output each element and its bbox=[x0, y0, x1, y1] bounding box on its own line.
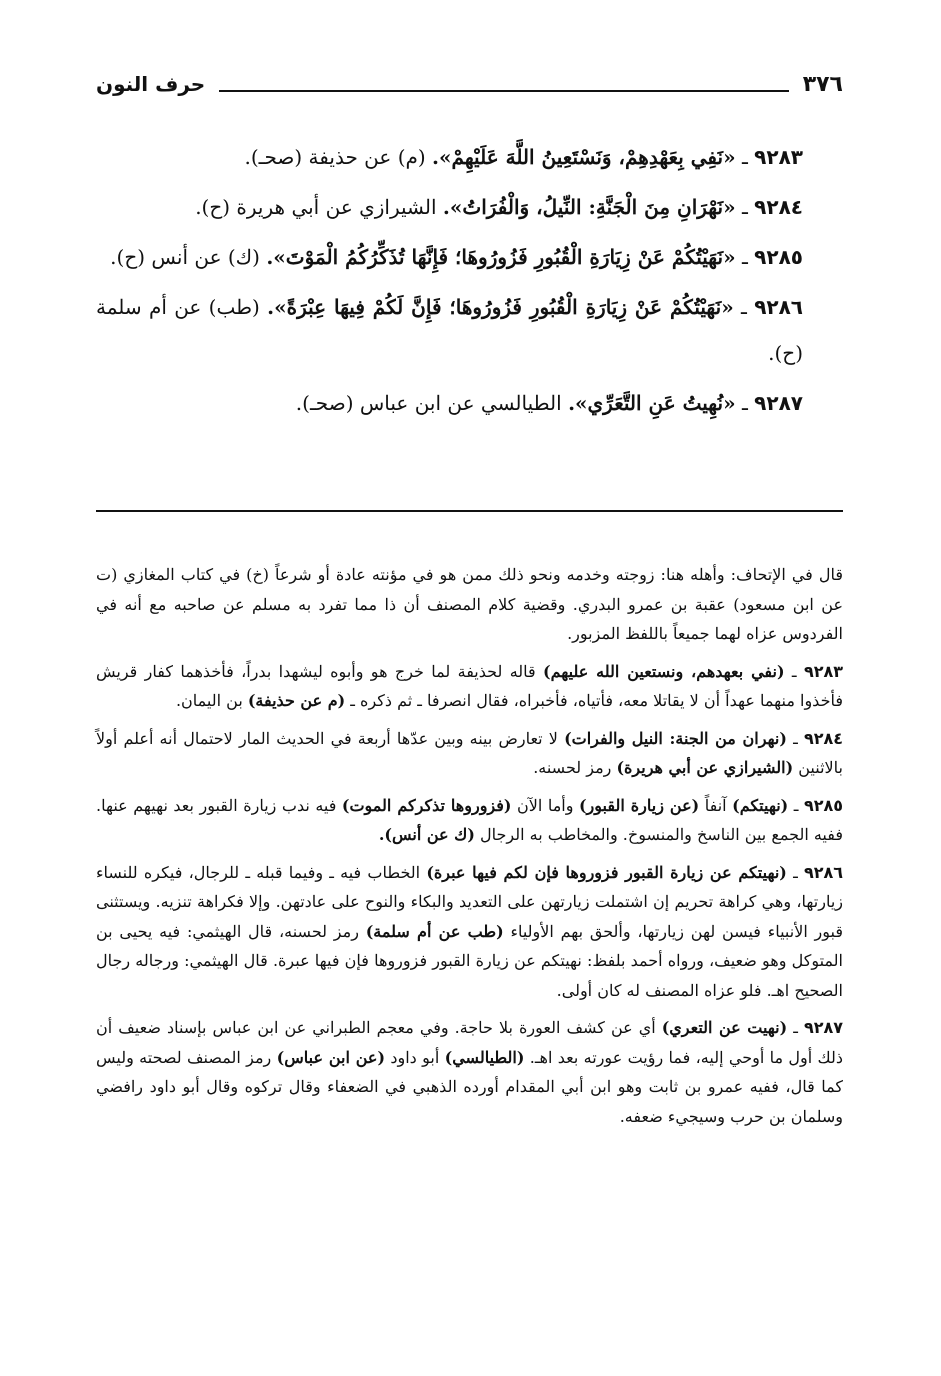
hadith-entry: ٩٢٨٣ ـ «نَفِي بِعَهْدِهِمْ، وَنَسْتَعِينُ اللَّهَ عَلَيْهِمْ». (م) عن حذيفة (صحـ). bbox=[244, 145, 803, 169]
note-text: بن اليمان. bbox=[175, 691, 243, 710]
note-text: أي عن كشف العورة بلا حاجة. وفي معجم الطبراني عن ابن عباس بإسناد ضعيف أن ذلك أول ما أوحي إليه، فما رؤيت عورته بعد اهـ. bbox=[96, 1018, 844, 1067]
note-text: آنفاً bbox=[704, 795, 727, 815]
note-source: (م عن حذيفة) bbox=[247, 691, 346, 710]
chapter-title: حرف النون bbox=[96, 72, 206, 96]
hadith-text: «نَفِي بِعَهْدِهِمْ، وَنَسْتَعِينُ اللَّهَ عَلَيْهِمْ». bbox=[432, 145, 736, 169]
hadith-text: «نَهْرَانِ مِنَ الْجَنَّةِ: النِّيلُ، وَالْفُرَاتُ». bbox=[442, 195, 736, 219]
note-number: ٩٢٨٦ bbox=[803, 862, 844, 882]
note-text: قاله لحذيفة لما خرج هو وأبوه ليشهدا بدراً، فأخذهما كفار قريش فأخذوا منهما عهداً أن لا يقاتلا معه، فأتياه، فأخبراه، فقال انصرفا ـ ثم ذكره ـ bbox=[96, 661, 843, 710]
hadith-source: (ك) عن أنس (ح). bbox=[110, 245, 260, 269]
hadith-number: ٩٢٨٦ bbox=[754, 295, 804, 319]
note-source: (عن ابن عباس) bbox=[276, 1047, 386, 1067]
hadith-source: (م) عن حذيفة (صحـ). bbox=[244, 145, 426, 169]
note-number: ٩٢٨٥ bbox=[803, 795, 844, 815]
note-number: ٩٢٨٤ bbox=[803, 728, 844, 748]
hadith-text: «نَهَيْتُكُمْ عَنْ زِيَارَةِ الْقُبُورِ فَزُورُوهَا؛ فَإِنَّهَا تُذَكِّرُكُمُ الْمَوْتَ». bbox=[266, 245, 736, 269]
note-text: فيه ندب زيارة القبور بعد نهيهم عنها. ففيه الجمع بين الناسخ والمنسوخ. والمخاطب به الرجال bbox=[96, 795, 843, 844]
note-lemma: (نهران من الجنة: النيل والفرات) bbox=[564, 728, 787, 748]
note-source: (الطيالسي) bbox=[444, 1047, 525, 1067]
note-lemma: (نهيتكم) bbox=[732, 795, 789, 815]
hadith-source: (طب) عن أم سلمة (ح). bbox=[96, 295, 803, 365]
note-source: (ك عن أنس). bbox=[378, 825, 475, 844]
note-text: وأما الآن bbox=[516, 795, 574, 815]
commentary-notes bbox=[96, 560, 843, 1139]
note-intro: قال في الإتحاف: وأهله هنا: زوجته وخدمه ونحو ذلك ممن هو في مؤنته عادة أو شرعاً (خ) في كتاب المغازي (ت عن ابن مسعود) عقبة بن عمرو البدري. وقضية كلام المصنف أن ذا مما تفرد به مسلم عن صاحبه مع أنه في الفردوس عزاه لهما جميعاً باللفظ المزبور. bbox=[96, 565, 843, 643]
hadith-source: الشيرازي عن أبي هريرة (ح). bbox=[195, 195, 437, 219]
note-lemma: (فزوروها تذكركم الموت) bbox=[341, 795, 512, 815]
note-source: (طب عن أم سلمة) bbox=[365, 921, 504, 941]
hadith-number: ٩٢٨٣ bbox=[754, 145, 803, 169]
note-text: رمز لحسنه، قال الهيثمي: فيه يحيى بن المتوكل وهو ضعيف، ورواه أحمد بلفظ: نهيتكم عن زيارة القبور فزوروها فإن فيها عبرة. قال الهيثمي: ورجاله رجال الصحيح اهـ. فلو عزاه المصنف له كان أولى. bbox=[96, 921, 843, 1000]
running-header bbox=[96, 64, 843, 104]
note-text: رمز المصنف لصحته وليس كما قال، ففيه عمرو بن ثابت وهو ابن أبي المقدام أورده الذهبي في الضعفاء وقال تركوه وقال أبو داود رافضي وسلمان بن حرب وسيجيء ضعفه. bbox=[96, 1047, 844, 1126]
note-lemma: (عن زيارة القبور) bbox=[578, 795, 700, 815]
hadith-entry: ٩٢٨٥ ـ «نَهَيْتُكُمْ عَنْ زِيَارَةِ الْقُبُورِ فَزُورُوهَا؛ فَإِنَّهَا تُذَكِّرُكُمُ الْمَوْتَ». (ك) عن أنس (ح). bbox=[110, 245, 803, 269]
note-lemma: (نهيت عن التعري) bbox=[661, 1018, 788, 1037]
note-text: الخطاب فيه ـ وفيما قبله ـ للرجال، فيكره للنساء زيارتها، وهي كراهة تحريم إن اشتملت زيارتهن على التعديد والبكاء والنوح على عادتهن. وإلا فكراهة تنزيه. ويستثنى قبور الأنبياء فيسن لهن زيارتها، وألحق بهم الأولياء bbox=[96, 862, 844, 941]
page-number: ٣٧٦ bbox=[802, 71, 843, 97]
hadith-entry: ٩٢٨٤ ـ «نَهْرَانِ مِنَ الْجَنَّةِ: النِّيلُ، وَالْفُرَاتُ». الشيرازي عن أبي هريرة (ح). bbox=[195, 195, 803, 219]
hadith-source: الطيالسي عن ابن عباس (صحـ). bbox=[295, 391, 562, 415]
hadith-number: ٩٢٨٤ bbox=[754, 195, 803, 219]
note-9285: ٩٢٨٥ ـ (نهيتكم) آنفاً (عن زيارة القبور) وأما الآن (فزوروها تذكركم الموت) فيه ندب زيارة القبور بعد نهيهم عنها. ففيه الجمع بين الناسخ والمنسوخ. والمخاطب به الرجال (ك عن أنس). bbox=[96, 795, 844, 844]
note-source: (الشيرازي عن أبي هريرة) bbox=[616, 758, 794, 777]
hadith-entry: ٩٢٨٦ ـ «نَهَيْتُكُمْ عَنْ زِيَارَةِ الْقُبُورِ فَزُورُوهَا؛ فَإِنَّ لَكُمْ فِيهَا عِبْرَةً». (طب) عن أم سلمة (ح). bbox=[96, 295, 804, 365]
note-9283: ٩٢٨٣ ـ (نفي بعهدهم، ونستعين الله عليهم) قاله لحذيفة لما خرج هو وأبوه ليشهدا بدراً، فأخذهما كفار قريش فأخذوا منهما عهداً أن لا يقاتلا معه، فأتياه، فأخبراه، فقال انصرفا ـ ثم ذكره ـ (م عن حذيفة) بن اليمان. bbox=[96, 661, 843, 710]
note-text: أبو داود bbox=[390, 1047, 440, 1067]
hadith-list bbox=[96, 134, 843, 430]
note-9287: ٩٢٨٧ ـ (نهيت عن التعري) أي عن كشف العورة بلا حاجة. وفي معجم الطبراني عن ابن عباس بإسناد ضعيف أن ذلك أول ما أوحي إليه، فما رؤيت عورته بعد اهـ. (الطيالسي) أبو داود (عن ابن عباس) رمز المصنف لصحته وليس كما قال، ففيه عمرو بن ثابت وهو ابن أبي المقدام أورده الذهبي في الضعفاء وقال تركوه وقال أبو داود رافضي وسلمان بن حرب وسيجيء ضعفه. bbox=[96, 1018, 844, 1126]
hadith-text: «نَهَيْتُكُمْ عَنْ زِيَارَةِ الْقُبُورِ فَزُورُوهَا؛ فَإِنَّ لَكُمْ فِيهَا عِبْرَةً». bbox=[267, 295, 734, 319]
note-number: ٩٢٨٧ bbox=[803, 1018, 843, 1037]
hadith-text: «نُهِيتُ عَنِ التَّعَرِّي». bbox=[568, 391, 736, 415]
header-rule bbox=[219, 90, 789, 92]
hadith-number: ٩٢٨٥ bbox=[754, 245, 803, 269]
note-9286: ٩٢٨٦ ـ (نهيتكم عن زيارة القبور فزوروها فإن لكم فيها عبرة) الخطاب فيه ـ وفيما قبله ـ للرجال، فيكره للنساء زيارتها، وهي كراهة تحريم إن اشتملت زيارتهن على التعديد والبكاء والنوح على عادتهن. وإلا فكراهة تنزيه. ويستثنى قبور الأنبياء فيسن لهن زيارتها، وألحق بهم الأولياء (طب عن أم سلمة) رمز لحسنه، قال الهيثمي: فيه يحيى بن المتوكل وهو ضعيف، ورواه أحمد بلفظ: نهيتكم عن زيارة القبور فزوروها فإن فيها عبرة. قال الهيثمي: ورجاله رجال الصحيح اهـ. فلو عزاه المصنف له كان أولى. bbox=[96, 862, 844, 1000]
note-text: رمز لحسنه. bbox=[533, 758, 612, 777]
note-lemma: (نهيتكم عن زيارة القبور فزوروها فإن لكم فيها عبرة) bbox=[426, 862, 787, 882]
hadith-entry: ٩٢٨٧ ـ «نُهِيتُ عَنِ التَّعَرِّي». الطيالسي عن ابن عباس (صحـ). bbox=[295, 391, 803, 415]
note-9284: ٩٢٨٤ ـ (نهران من الجنة: النيل والفرات) لا تعارض بينه وبين عدّها أربعة في الحديث المار لاحتمال أنه أعلم أولاً بالاثنين (الشيرازي عن أبي هريرة) رمز لحسنه. bbox=[96, 728, 844, 777]
hadith-number: ٩٢٨٧ bbox=[754, 391, 803, 415]
footnote-separator bbox=[96, 510, 843, 512]
note-text: لا تعارض بينه وبين عدّها أربعة في الحديث المار لاحتمال أنه أعلم أولاً بالاثنين bbox=[96, 728, 843, 777]
note-number: ٩٢٨٣ bbox=[803, 661, 843, 681]
note-lemma: (نفي بعهدهم، ونستعين الله عليهم) bbox=[543, 661, 785, 681]
